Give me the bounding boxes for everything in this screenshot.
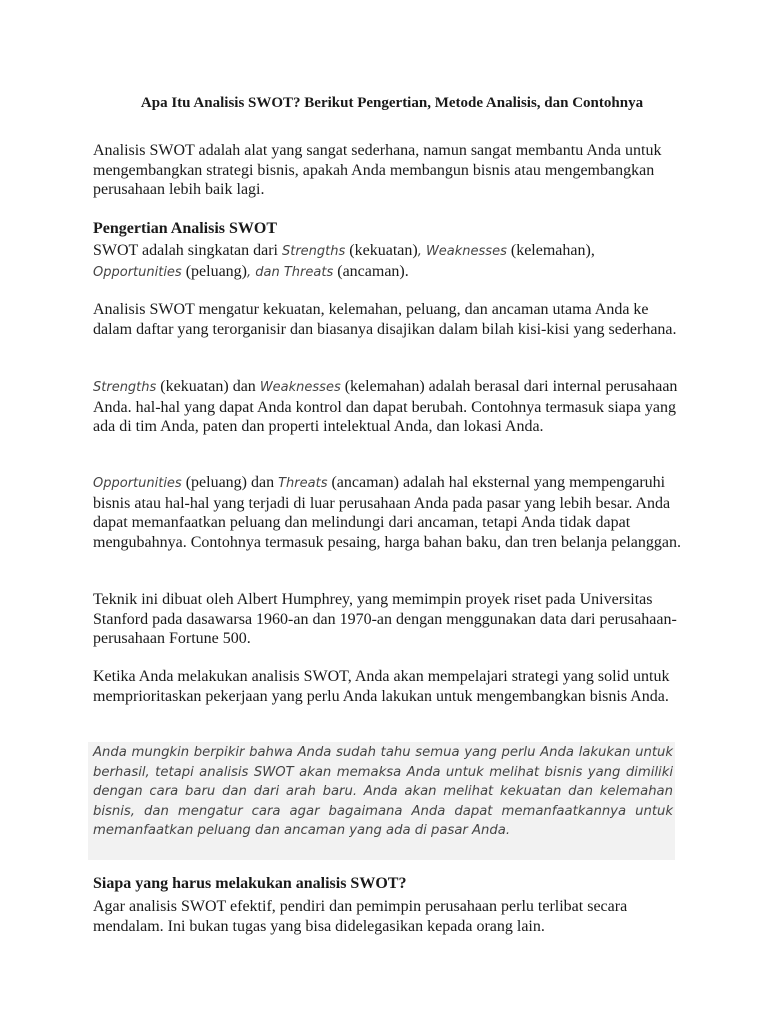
section-heading-siapa: Siapa yang harus melakukan analisis SWOT? <box>93 875 407 892</box>
paragraph-text: (peluang) dan <box>181 474 279 491</box>
paragraph-strengths-weaknesses <box>93 377 683 437</box>
definition-text: (kelemahan), <box>506 242 595 259</box>
paragraph-opportunities-threats <box>93 473 683 552</box>
paragraph-mengatur: Analisis SWOT mengatur kekuatan, kelemahan, peluang, dan ancaman utama Anda ke dalam daftar yang terorganisir dan biasanya disajikan dalam bilah kisi-kisi yang sederhana. <box>93 301 677 338</box>
term-threats: , dan Threats <box>247 264 334 280</box>
term-strengths: Strengths <box>93 380 157 395</box>
term-threats: Threats <box>278 476 328 491</box>
term-opportunities: Opportunities <box>93 264 182 280</box>
quote-block: Anda mungkin berpikir bahwa Anda sudah tahu semua yang perlu Anda lakukan untuk berhasil, tetapi analisis SWOT akan memaksa Anda untuk melihat bisnis yang dimiliki dengan cara baru dan dari arah baru. Anda akan melihat kekuatan dan kelemahan bisnis, dan mengatur cara agar bagaimana Anda dapat memanfaatkannya untuk memanfaatkan peluang dan ancaman yang ada di pasar Anda. <box>93 745 673 838</box>
term-opportunities: Opportunities <box>93 476 182 491</box>
definition-text: SWOT adalah singkatan dari <box>93 242 282 259</box>
definition-text: (peluang) <box>181 262 248 280</box>
term-weaknesses: Weaknesses <box>425 244 507 259</box>
definition-paragraph <box>93 241 683 282</box>
intro-paragraph: Analisis SWOT adalah alat yang sangat sederhana, namun sangat membantu Anda untuk mengembangkan strategi bisnis, apakah Anda membangun bisnis atau mengembangkan perusahaan lebih baik lagi. <box>93 142 662 198</box>
definition-text: (ancaman). <box>333 262 409 280</box>
paragraph-agar: Agar analisis SWOT efektif, pendiri dan pemimpin perusahaan perlu terlibat secara mendalam. Ini bukan tugas yang bisa didelegasikan kepada orang lain. <box>93 898 628 935</box>
section-heading-pengertian: Pengertian Analisis SWOT <box>93 220 278 237</box>
term-weaknesses: Weaknesses <box>259 380 341 395</box>
paragraph-teknik: Teknik ini dibuat oleh Albert Humphrey, yang memimpin proyek riset pada Universitas Stanford pada dasawarsa 1960-an dan 1970-an dengan menggunakan data dari perusahaan-perusahaan Fortune 500. <box>93 591 677 647</box>
definition-comma: , <box>417 244 426 259</box>
paragraph-ketika: Ketika Anda melakukan analisis SWOT, Anda akan mempelajari strategi yang solid untuk memprioritaskan pekerjaan yang perlu Anda lakukan untuk mengembangkan bisnis Anda. <box>93 668 670 705</box>
page-title: Apa Itu Analisis SWOT? Berikut Pengertian, Metode Analisis, dan Contohnya <box>140 95 644 111</box>
term-strengths: Strengths <box>281 244 346 259</box>
paragraph-text: (kelemahan) adalah berasal dari internal perusahaan Anda. hal-hal yang dapat Anda kontrol dan dapat berubah. Contohnya termasuk siapa yang ada di tim Anda, paten dan properti intelektual Anda, dan lokasi Anda. <box>93 378 678 435</box>
paragraph-text: (kekuatan) dan <box>156 378 260 395</box>
definition-text: (kekuatan) <box>345 242 418 259</box>
paragraph-text: (ancaman) adalah hal eksternal yang mempengaruhi bisnis atau hal-hal yang terjadi di luar perusahaan Anda pada pasar yang lebih besar. Anda dapat memanfaatkan peluang dan melindungi dari ancaman, tetapi Anda tidak dapat mengubahnya. Contohnya termasuk pesaing, harga bahan baku, dan tren belanja pelanggan. <box>93 474 681 551</box>
